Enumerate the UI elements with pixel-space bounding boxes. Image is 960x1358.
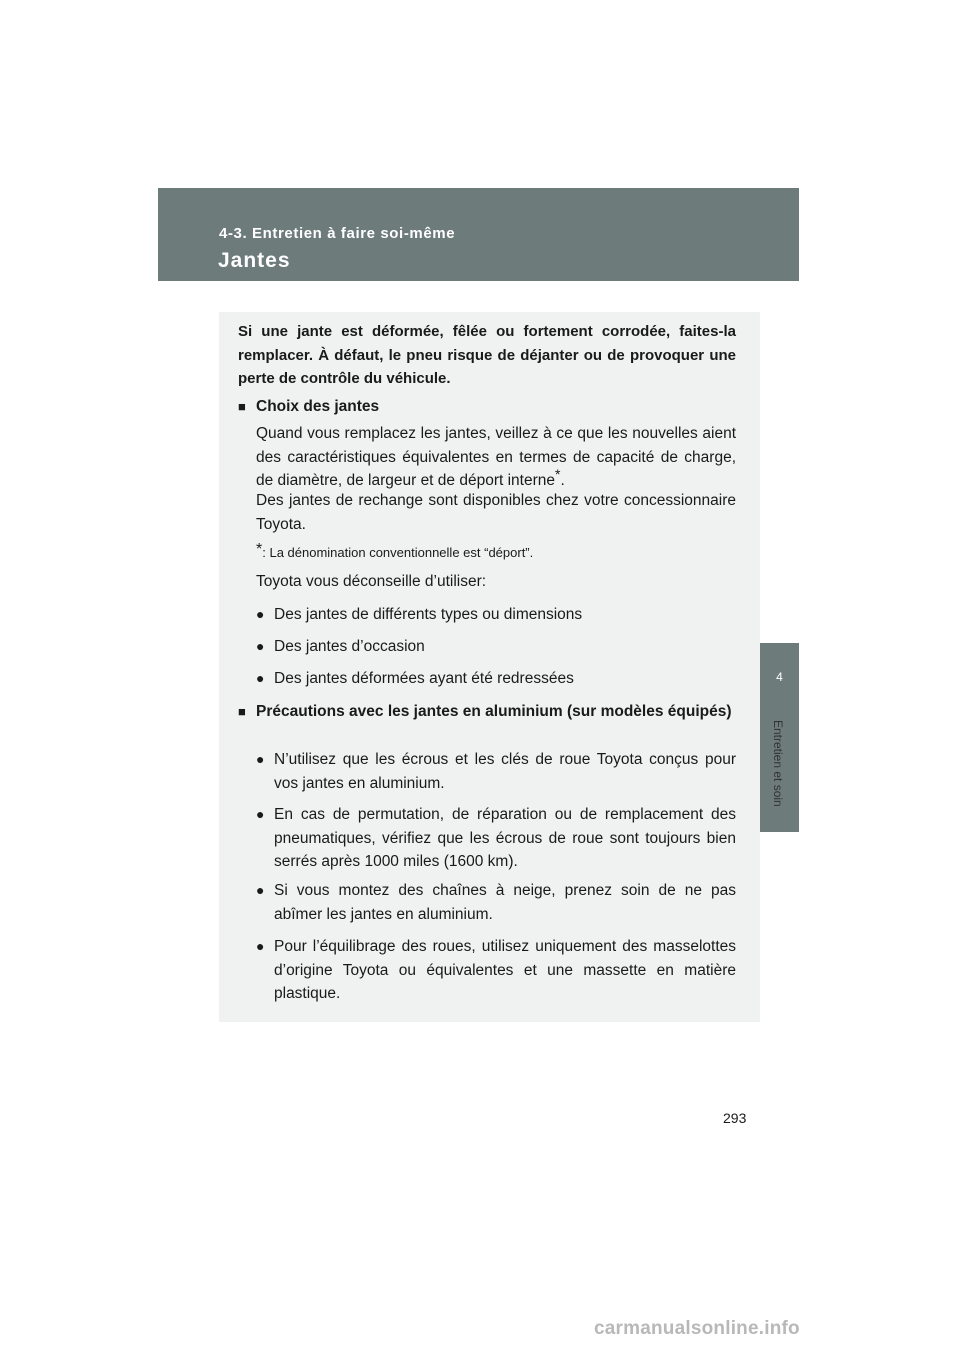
list-item-text: En cas de permutation, de réparation ou de remplacement des pneumatiques, vérifiez que les écrous de roue sont toujours bien serrés après 1000 miles (1600 km). [274,806,736,870]
section-heading-aluminium [238,700,738,724]
footnote-star: * [256,541,263,558]
bullet-icon: ● [256,806,265,822]
list-item-text: N’utilisez que les écrous et les clés de roue Toyota conçus pour vos jantes en aluminium. [274,751,736,792]
footnote-star: * [555,465,561,482]
list-item [256,603,736,627]
footnote-text: : La dénomination conventionnelle est “déport”. [262,545,534,560]
paragraph: Toyota vous déconseille d’utiliser: [256,573,487,590]
bullet-icon: ● [256,938,265,954]
chapter-label: Entretien et soin [771,720,785,807]
bullet-icon: ● [256,882,265,898]
section-title: Précautions avec les jantes en aluminium (sur modèles équipés) [256,703,732,720]
bullet-icon: ● [256,606,265,622]
chapter-number: 4 [776,670,783,684]
list-item [256,667,736,691]
header-band [158,188,799,281]
list-item [256,879,736,926]
list-item [256,803,736,874]
list-item [256,935,736,1006]
bullet-icon: ● [256,670,265,686]
list-item [256,635,736,659]
page-title: Jantes [218,249,291,272]
bullet-icon: ● [256,638,265,654]
square-bullet-icon: ■ [238,704,246,719]
section-label: 4-3. Entretien à faire soi-même [219,225,456,242]
intro-warning: Si une jante est déformée, fêlée ou fortement corrodée, faites-la remplacer. À défaut, le pneu risque de déjanter ou de provoquer une perte de contrôle du véhicule. [238,323,736,387]
list-item [256,748,736,795]
bullet-icon: ● [256,751,265,767]
list-item-text: Si vous montez des chaînes à neige, prenez soin de ne pas abîmer les jantes en aluminium. [274,882,736,923]
page-number: 293 [723,1110,747,1126]
paragraph: Des jantes de rechange sont disponibles chez votre concessionnaire Toyota. [256,492,736,533]
section-title: Choix des jantes [256,398,380,415]
section-heading-choix [238,395,738,419]
list-item-text: Des jantes déformées ayant été redressées [274,670,574,687]
list-item-text: Des jantes d’occasion [274,638,425,655]
list-item-text: Des jantes de différents types ou dimensions [274,606,583,623]
content-box [219,312,760,1022]
paragraph-text: Quand vous remplacez les jantes, veillez à ce que les nouvelles aient des caractéristiques équivalentes en termes de capacité de charge, de diamètre, de largeur et de déport interne [256,425,736,489]
list-item-text: Pour l’équilibrage des roues, utilisez uniquement des masselottes d’origine Toyota ou équivalentes et une massette en matière plastique. [274,938,736,1002]
footnote [256,540,736,563]
square-bullet-icon: ■ [238,399,246,414]
paragraph [256,422,736,493]
watermark: carmanualsonline.info [594,1318,800,1339]
paragraph-end: . [560,472,565,489]
